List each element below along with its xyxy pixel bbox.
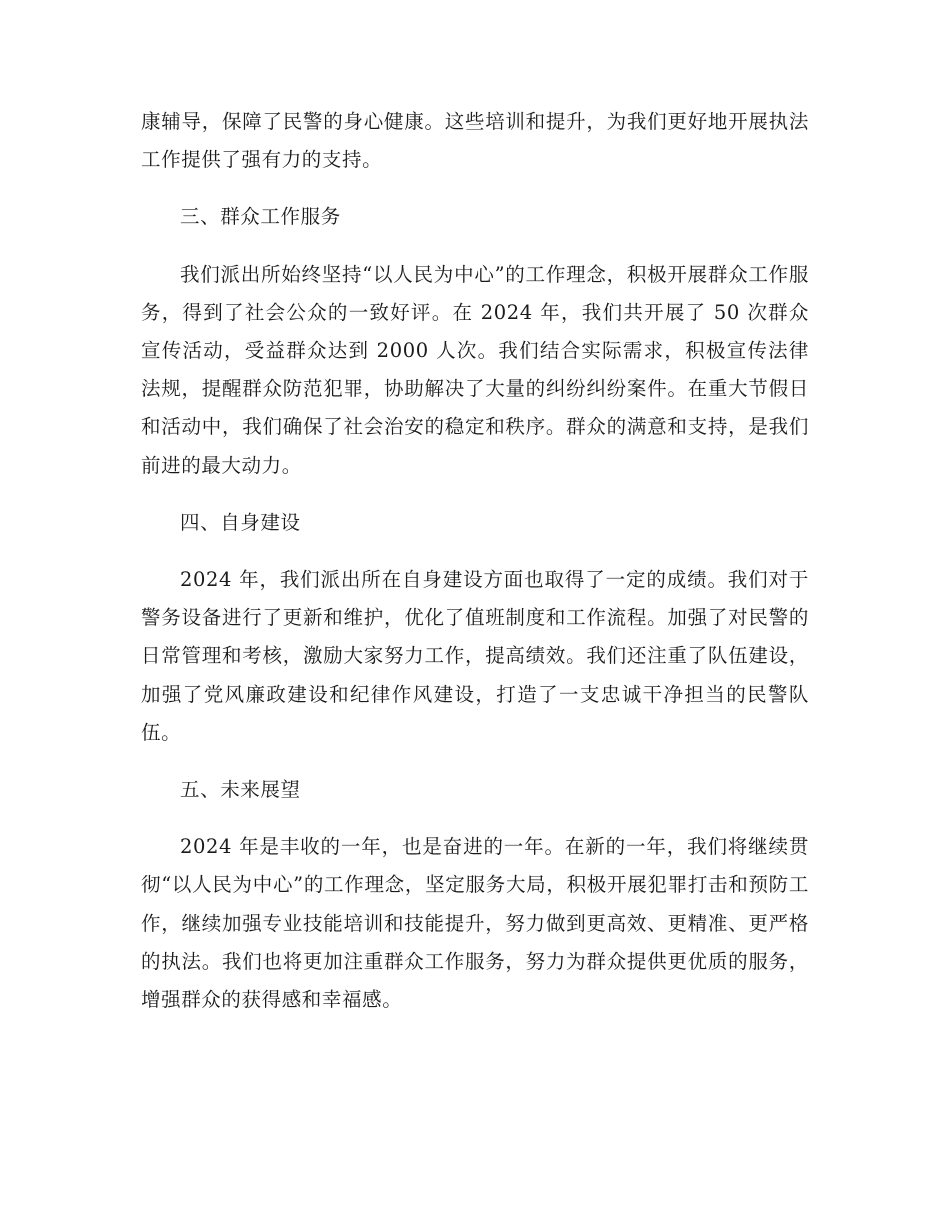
- body-paragraph: 2024 年，我们派出所在自身建设方面也取得了一定的成绩。我们对于警务设备进行了更新和维护，优化了值班制度和工作流程。加强了对民警的日常管理和考核，激励大家努力工作，提高绩效。我们还注重了队伍建设，加强了党风廉政建设和纪律作风建设，打造了一支忠诚干净担当的民警队伍。: [141, 568, 809, 744]
- section-heading-4: 四、自身建设: [180, 510, 301, 534]
- section-heading-3: 三、群众工作服务: [180, 205, 341, 229]
- body-paragraph: 我们派出所始终坚持“以人民为中心”的工作理念，积极开展群众工作服务，得到了社会公众的一致好评。在 2024 年，我们共开展了 50 次群众宣传活动，受益群众达到 2000 人次。我们结合实际需求，积极宣传法律法规，提醒群众防范犯罪，协助解决了大量的纠纷纠纷案件。在重大节假日和活动中，我们确保了社会治安的稳定和秩序。群众的满意和支持，是我们前进的最大动力。: [141, 262, 809, 477]
- section-heading-5: 五、未来展望: [180, 778, 301, 802]
- document-body: [141, 103, 809, 1038]
- body-paragraph: 康辅导，保障了民警的身心健康。这些培训和提升，为我们更好地开展执法工作提供了强有力的支持。: [141, 110, 809, 172]
- body-paragraph: 2024 年是丰收的一年，也是奋进的一年。在新的一年，我们将继续贯彻“以人民为中心”的工作理念，坚定服务大局，积极开展犯罪打击和预防工作，继续加强专业技能培训和技能提升，努力做到更高效、更精准、更严格的执法。我们也将更加注重群众工作服务，努力为群众提供更优质的服务，增强群众的获得感和幸福感。: [141, 835, 809, 1012]
